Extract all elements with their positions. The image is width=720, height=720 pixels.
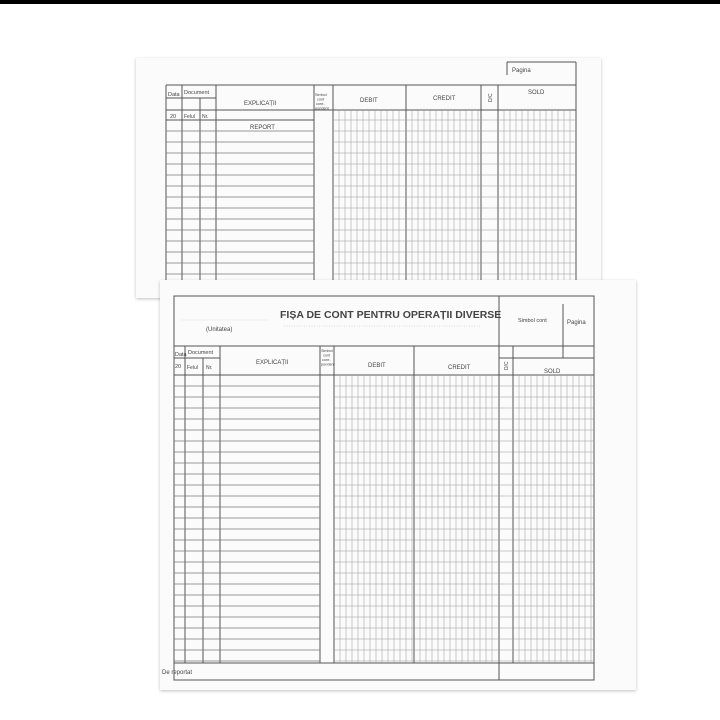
carry-forward-label: De reportat: [162, 670, 193, 676]
document-label: Document: [184, 90, 210, 96]
number-label: Nr.: [202, 114, 209, 120]
number-label: Nr.: [206, 365, 213, 371]
type-label: Felul: [184, 114, 195, 120]
ledger-sheet-back: [136, 58, 601, 298]
page-label: Pagina: [512, 68, 531, 74]
unit-label: (Unitatea): [206, 327, 233, 333]
ledger-sheet-front: [160, 280, 636, 690]
dc-label: D/C: [488, 93, 494, 102]
dc-label: D/C: [504, 361, 510, 370]
year-label: 20: [170, 114, 177, 120]
balance-label: SOLD: [544, 369, 561, 375]
account-symbol-label: Simbol cont core-pondent: [321, 349, 335, 367]
document-label: Document: [188, 350, 214, 356]
ledger-grid-back: [136, 58, 601, 298]
year-label: 20: [175, 364, 182, 370]
credit-label: CREDIT: [433, 96, 456, 102]
ledger-grid-front: [160, 280, 636, 690]
date-label: Data: [168, 92, 180, 98]
debit-label: DEBIT: [368, 363, 386, 369]
explanations-label: EXPLICAȚII: [256, 360, 289, 366]
balance-label: SOLD: [528, 90, 545, 96]
credit-label: CREDIT: [448, 365, 471, 371]
report-label: REPORT: [250, 125, 275, 131]
explanations-label: EXPLICAȚII: [244, 101, 277, 107]
date-label: Data: [175, 352, 187, 358]
form-title: FIȘA DE CONT PENTRU OPERAȚII DIVERSE: [280, 309, 502, 321]
account-symbol-label: Simbol cont core-pondent: [315, 93, 329, 111]
image-top-border: [0, 0, 720, 4]
debit-label: DEBIT: [360, 98, 378, 104]
page-label: Pagina: [567, 320, 586, 326]
type-label: Felul: [187, 365, 198, 371]
account-symbol-header-label: Simbol cont: [518, 318, 547, 324]
